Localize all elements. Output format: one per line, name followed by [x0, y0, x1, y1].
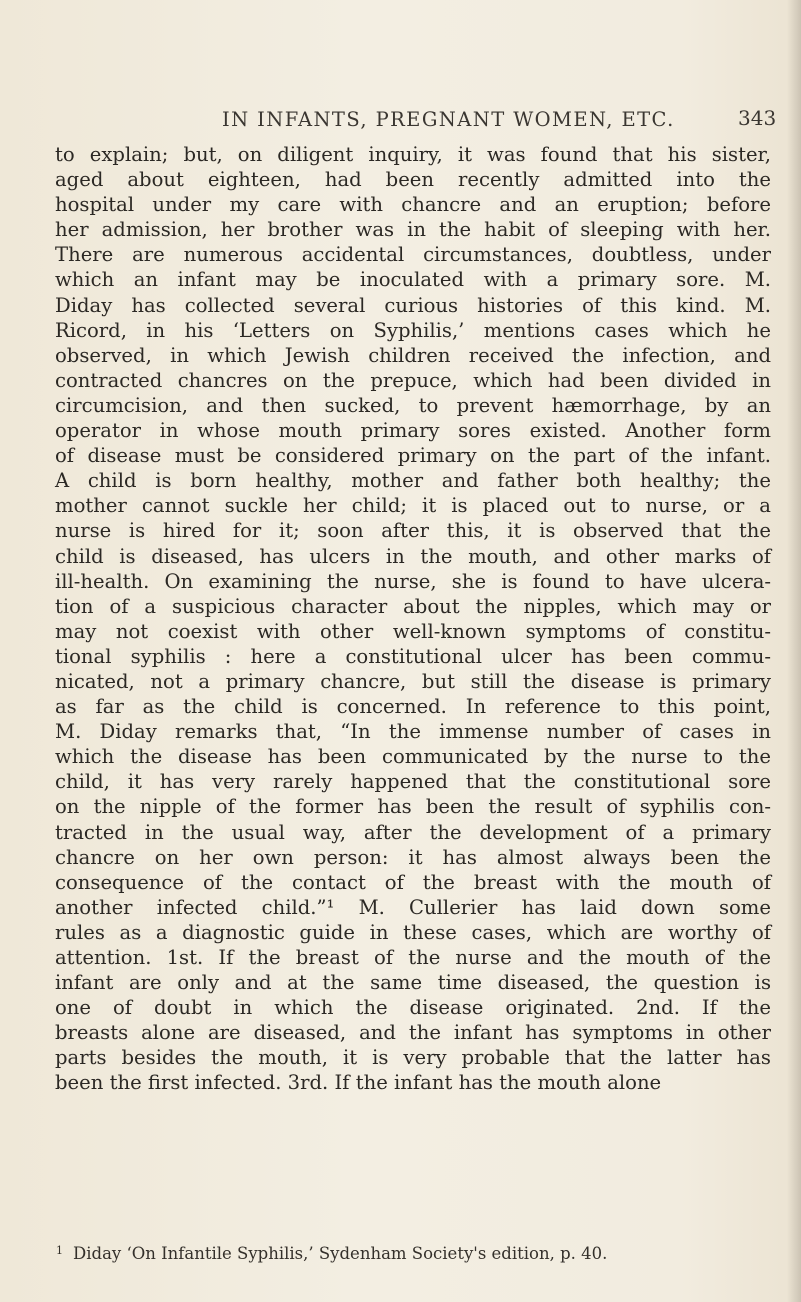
- body-text: [55, 142, 771, 1096]
- footnote-text: Diday ‘On Infantile Syphilis,’ Sydenham Society's edition, p. 40.: [73, 1244, 608, 1263]
- text-line: There are numerous accidental circumstances, doubtless, under: [55, 243, 771, 267]
- text-line: Ricord, in his ‘Letters on Syphilis,’ mentions cases which he: [55, 318, 771, 342]
- text-line: A child is born healthy, mother and father both healthy; the: [55, 469, 771, 493]
- footnote: [56, 1244, 607, 1263]
- text-line: circumcision, and then sucked, to prevent hæmorrhage, by an: [55, 393, 771, 417]
- text-line: to explain; but, on diligent inquiry, it was found that his sister,: [55, 143, 771, 166]
- text-line: on the nipple of the former has been the result of syphilis con-: [55, 795, 771, 819]
- page-number: 343: [738, 106, 777, 130]
- text-line: contracted chancres on the prepuce, which had been divided in: [55, 368, 771, 392]
- text-line: chancre on her own person: it has almost always been the: [55, 845, 771, 869]
- text-line: been the first infected. 3rd. If the infant has the mouth alone: [55, 1071, 662, 1095]
- text-line: tion of a suspicious character about the nipples, which may or: [55, 594, 771, 618]
- text-line: hospital under my care with chancre and an eruption; before: [55, 193, 771, 217]
- text-line: aged about eighteen, had been recently admitted into the: [55, 168, 771, 192]
- text-line: her admission, her brother was in the habit of sleeping with her.: [55, 218, 771, 242]
- text-line: may not coexist with other well-known symptoms of constitu-: [55, 619, 771, 643]
- text-line: child, it has very rarely happened that the constitutional sore: [55, 770, 771, 794]
- text-line: parts besides the mouth, it is very probable that the latter has: [55, 1046, 771, 1070]
- text-line: nurse is hired for it; soon after this, it is observed that the: [55, 519, 771, 543]
- text-line: infant are only and at the same time diseased, the question is: [55, 971, 771, 995]
- text-line: which an infant may be inoculated with a primary sore. M.: [55, 268, 771, 292]
- text-line: breasts alone are diseased, and the infant has symptoms in other: [55, 1021, 771, 1045]
- text-line: M. Diday remarks that, “In the immense number of cases in: [55, 720, 771, 744]
- footnote-marker: 1: [56, 1244, 63, 1257]
- page-edge-shadow: [787, 0, 801, 1302]
- text-line: consequence of the contact of the breast with the mouth of: [55, 870, 771, 894]
- text-line: tracted in the usual way, after the development of a primary: [55, 820, 771, 844]
- running-head: IN INFANTS, PREGNANT WOMEN, ETC.: [222, 108, 675, 131]
- text-line: nicated, not a primary chancre, but still the disease is primary: [55, 669, 771, 693]
- text-line: attention. 1st. If the breast of the nurse and the mouth of the: [55, 946, 771, 969]
- text-line: as far as the child is concerned. In reference to this point,: [55, 695, 771, 719]
- text-line: of disease must be considered primary on the part of the infant.: [55, 444, 771, 468]
- text-line: another infected child.”¹ M. Cullerier has laid down some: [55, 895, 771, 919]
- text-line: tional syphilis : here a constitutional ulcer has been commu-: [55, 644, 771, 668]
- text-line: one of doubt in which the disease originated. 2nd. If the: [55, 996, 771, 1020]
- text-line: rules as a diagnostic guide in these cases, which are worthy of: [55, 920, 771, 944]
- text-line: which the disease has been communicated by the nurse to the: [55, 745, 771, 769]
- text-line: operator in whose mouth primary sores existed. Another form: [55, 419, 771, 443]
- text-line: ill-health. On examining the nurse, she is found to have ulcera-: [55, 569, 771, 593]
- text-line: child is diseased, has ulcers in the mouth, and other marks of: [55, 544, 771, 568]
- text-line: mother cannot suckle her child; it is placed out to nurse, or a: [55, 494, 771, 518]
- text-line: Diday has collected several curious histories of this kind. M.: [55, 293, 771, 317]
- text-line: observed, in which Jewish children received the infection, and: [55, 343, 771, 367]
